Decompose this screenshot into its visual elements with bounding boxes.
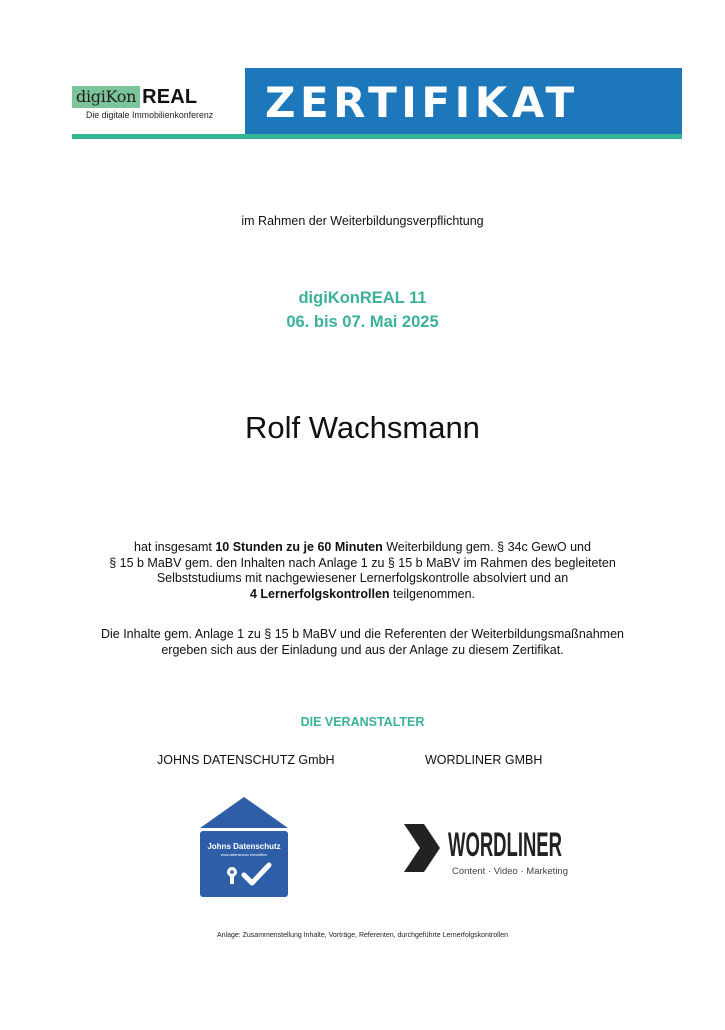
statement-text: teilgenommen. xyxy=(389,586,476,601)
certificate-statement xyxy=(0,540,725,602)
certificate-banner xyxy=(245,68,682,136)
logo-company-url: www.datenschutz.immobilien xyxy=(220,853,268,857)
header-divider xyxy=(72,134,682,139)
statement-line-3: Selbststudiums mit nachgewiesener Lernerfolgskontrolle absolviert und an xyxy=(156,571,569,585)
recipient-name: Rolf Wachsmann xyxy=(245,410,480,445)
statement-hours: 10 Stunden zu je 60 Minuten xyxy=(215,540,383,554)
digikonreal-logo xyxy=(72,80,246,126)
contents-note xyxy=(0,627,725,658)
logo-house-body xyxy=(200,831,288,897)
wordliner-wordmark: WORDLINER xyxy=(448,826,562,864)
certificate-subtitle: im Rahmen der Weiterbildungsverpflichtung xyxy=(241,214,484,228)
contents-note-line-1: Die Inhalte gem. Anlage 1 zu § 15 b MaBV und die Referenten der Weiterbildungsmaßnahmen xyxy=(100,627,624,641)
statement-controls: 4 Lernerfolgskontrollen xyxy=(249,586,390,601)
logo-digikon-text: digiKon xyxy=(72,86,140,108)
keyhole-stem xyxy=(230,874,234,884)
statement-text: Weiterbildung gem. § 34c GewO und xyxy=(382,540,591,554)
event-name: digiKonREAL 11 xyxy=(298,289,427,307)
organizers-heading: DIE VERANSTALTER xyxy=(300,715,425,729)
attachment-footnote: Anlage: Zusammenstellung Inhalte, Vorträge, Referenten, durchgeführte Lernerfolgskontrollen xyxy=(216,932,509,939)
statement-line-2: § 15 b MaBV gem. den Inhalten nach Anlage 1 zu § 15 b MaBV im Rahmen des begleiteten xyxy=(109,555,616,570)
logo-roof-shape xyxy=(200,797,288,828)
statement-text: hat insgesamt xyxy=(134,540,216,554)
wordliner-logo xyxy=(402,818,568,880)
organizer-left-name: JOHNS DATENSCHUTZ GmbH xyxy=(157,753,335,767)
banner-title: ZERTIFIKAT xyxy=(265,77,579,127)
organizer-right-name: WORDLINER GMBH xyxy=(425,753,543,767)
chevron-right-icon xyxy=(404,824,440,872)
logo-tagline: Die digitale Immobilienkonferenz xyxy=(86,110,214,120)
statement-line-1 xyxy=(0,540,725,556)
contents-note-line-2: ergeben sich aus der Einladung und aus der Anlage zu diesem Zertifikat. xyxy=(161,642,564,657)
wordliner-tagline: Content · Video · Marketing xyxy=(452,866,568,877)
event-dates: 06. bis 07. Mai 2025 xyxy=(286,313,439,331)
certificate-header xyxy=(72,68,682,140)
johns-datenschutz-logo xyxy=(196,795,292,899)
statement-line-4 xyxy=(0,587,725,603)
logo-company-text: Johns Datenschutz xyxy=(207,842,281,851)
logo-real-text: REAL xyxy=(142,86,198,108)
